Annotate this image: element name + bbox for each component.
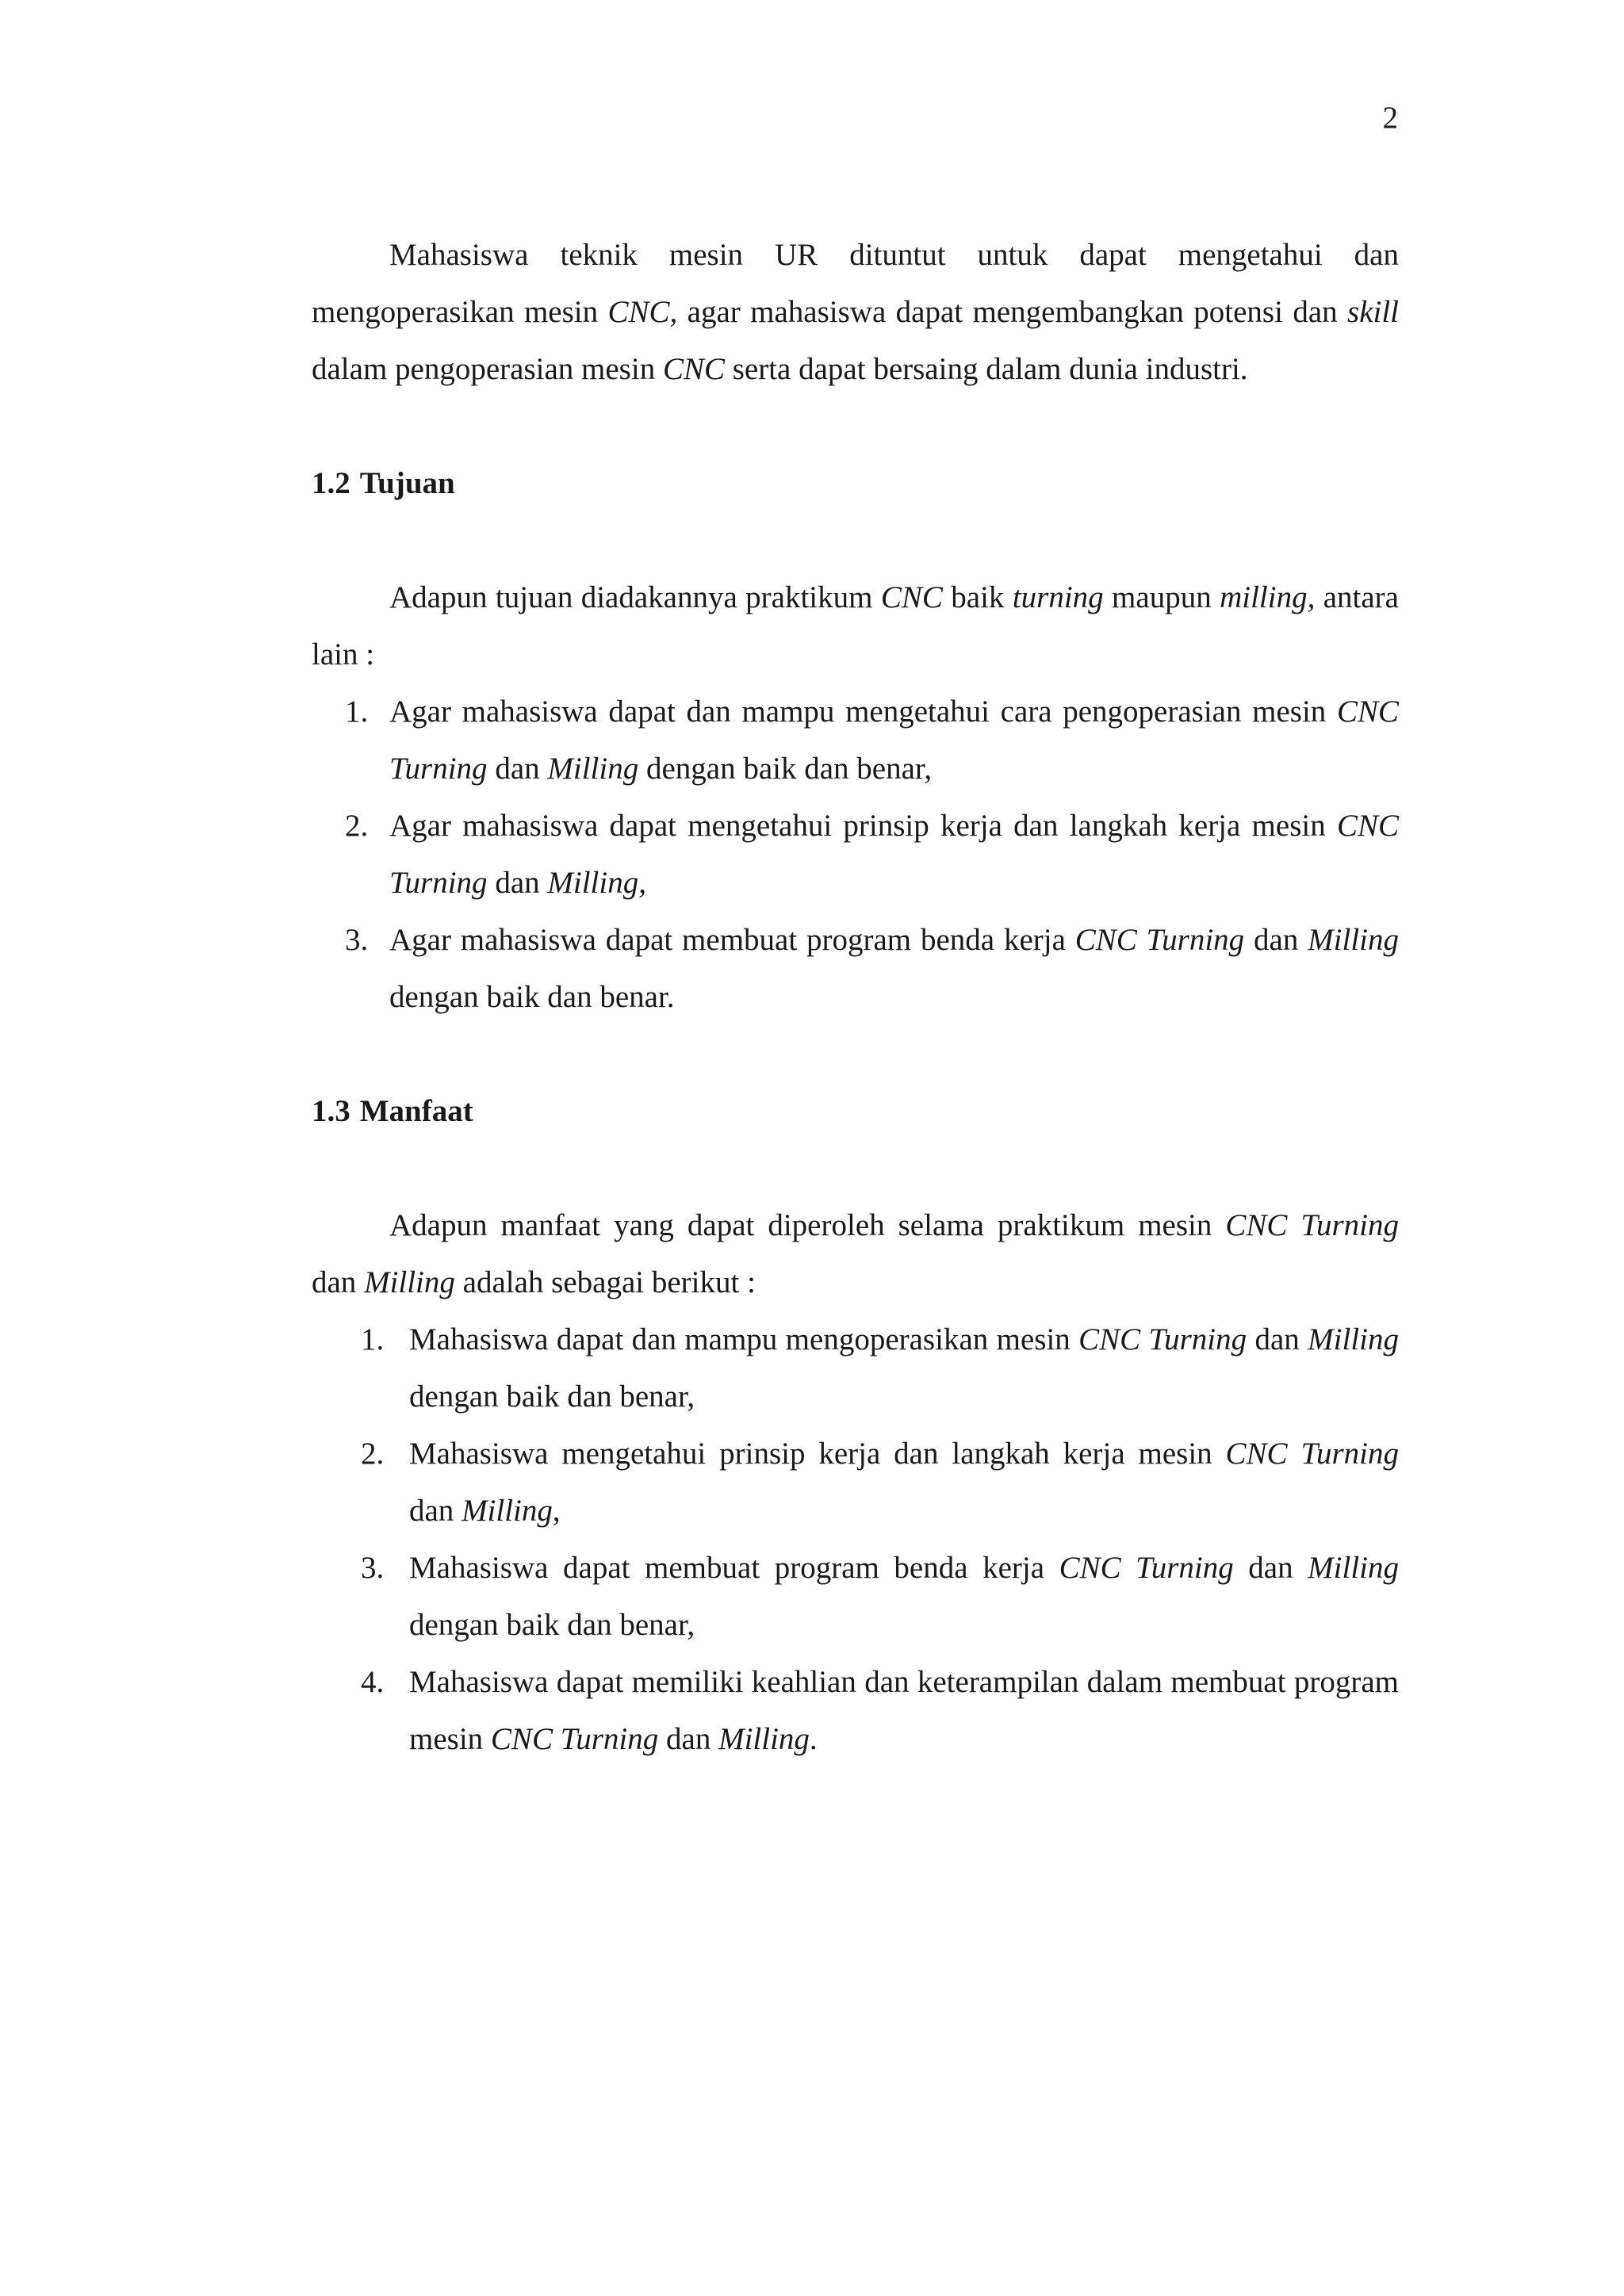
intro-italic-cnc-2: CNC — [662, 352, 725, 386]
list-text: Agar mahasiswa dapat membuat program benda kerja — [389, 923, 1075, 957]
list-text: dan — [658, 1722, 719, 1756]
list-text: dengan baik dan benar, — [409, 1380, 695, 1414]
list-italic: Milling — [547, 752, 639, 786]
page-number: 2 — [1382, 101, 1398, 135]
list-italic: Milling, — [547, 866, 646, 900]
list-italic: CNC Turning — [490, 1722, 659, 1756]
list-italic: Milling — [1308, 1551, 1400, 1585]
intro-text-4: serta dapat bersaing dalam dunia industri. — [725, 352, 1248, 386]
tujuan-intro-text-d: antara lain : — [312, 580, 1399, 672]
manfaat-intro-italic-milling: Milling — [364, 1265, 455, 1299]
tujuan-intro-italic-milling: milling, — [1220, 580, 1316, 614]
list-text: Mahasiswa dapat dan mampu mengoperasikan mesin — [409, 1322, 1079, 1357]
list-text: dan — [1233, 1551, 1308, 1585]
list-text: dan — [487, 866, 548, 900]
list-marker: 2. — [361, 1437, 385, 1471]
tujuan-intro-text-a: Adapun tujuan diadakannya praktikum — [389, 580, 881, 614]
intro-italic-cnc-1: CNC, — [607, 295, 678, 329]
list-text: Mahasiswa mengetahui prinsip kerja dan langkah kerja mesin — [409, 1437, 1226, 1471]
list-item — [312, 798, 1399, 912]
intro-paragraph — [312, 227, 1399, 398]
list-italic: CNC Turning — [389, 695, 1399, 786]
manfaat-intro-text-a: Adapun manfaat yang dapat diperoleh selama praktikum mesin — [389, 1208, 1226, 1242]
tujuan-intro-italic-turning: turning — [1012, 580, 1104, 614]
list-marker: 3. — [345, 923, 369, 957]
list-item — [312, 683, 1399, 798]
list-italic: CNC Turning — [1225, 1437, 1399, 1471]
list-item — [312, 912, 1399, 1026]
list-italic: CNC Turning — [1074, 923, 1245, 957]
manfaat-intro-text-b: dan — [312, 1265, 365, 1299]
tujuan-intro-italic-cnc: CNC — [880, 580, 943, 614]
section-heading-manfaat — [312, 1083, 1399, 1140]
list-text: dengan baik dan benar, — [638, 752, 933, 786]
section-number: 1.3 — [312, 1094, 350, 1128]
intro-text-2: agar mahasiswa dapat mengembangkan potensi dan — [677, 295, 1348, 329]
tujuan-list — [312, 683, 1399, 1026]
list-italic: Milling — [718, 1722, 810, 1756]
list-italic: Milling — [1308, 1322, 1399, 1357]
list-italic: CNC Turning — [1059, 1551, 1234, 1585]
section-title: Tujuan — [359, 466, 455, 500]
list-text: Mahasiswa dapat membuat program benda kerja — [409, 1551, 1059, 1585]
list-text: . — [809, 1722, 818, 1756]
manfaat-intro-paragraph — [312, 1197, 1399, 1311]
list-item — [312, 1540, 1399, 1654]
list-item — [312, 1654, 1399, 1768]
list-text: dan — [1244, 923, 1308, 957]
section-heading-tujuan — [312, 455, 1399, 512]
tujuan-intro-text-b: baik — [942, 580, 1013, 614]
list-item — [312, 1311, 1399, 1425]
page-content — [312, 227, 1399, 1768]
list-marker: 4. — [361, 1665, 385, 1699]
section-title: Manfaat — [359, 1094, 473, 1128]
intro-italic-skill: skill — [1347, 295, 1400, 329]
manfaat-intro-text-c: adalah sebagai berikut : — [454, 1265, 756, 1299]
list-marker: 1. — [345, 695, 369, 729]
list-text: Agar mahasiswa dapat mengetahui prinsip kerja dan langkah kerja mesin — [389, 809, 1337, 843]
list-text: Agar mahasiswa dapat dan mampu mengetahui cara pengoperasian mesin — [389, 695, 1337, 729]
list-marker: 2. — [345, 809, 369, 843]
list-text: dengan baik dan benar. — [389, 980, 675, 1014]
list-text: dan — [409, 1494, 462, 1528]
tujuan-intro-paragraph — [312, 569, 1399, 683]
section-number: 1.2 — [312, 466, 350, 500]
list-text: dengan baik dan benar, — [409, 1608, 695, 1642]
list-text: , — [552, 1494, 561, 1528]
manfaat-list — [312, 1311, 1399, 1768]
list-italic: Milling — [1308, 923, 1400, 957]
manfaat-intro-italic-cnc-turning: CNC Turning — [1225, 1208, 1399, 1242]
list-item — [312, 1425, 1399, 1540]
intro-text-3: dalam pengoperasian mesin — [312, 352, 663, 386]
list-text: Mahasiswa dapat memiliki keahlian dan keterampilan dalam membuat program mesin — [409, 1665, 1399, 1756]
tujuan-intro-text-c: maupun — [1103, 580, 1220, 614]
list-marker: 3. — [361, 1551, 385, 1585]
intro-text-1: Mahasiswa teknik mesin UR dituntut untuk dapat mengetahui dan mengoperasikan mesin — [312, 238, 1399, 329]
list-marker: 1. — [361, 1322, 385, 1357]
list-text: dan — [487, 752, 548, 786]
list-text: dan — [1247, 1322, 1308, 1357]
list-italic: Milling — [462, 1494, 553, 1528]
list-italic: CNC Turning — [389, 809, 1399, 900]
list-italic: CNC Turning — [1078, 1322, 1247, 1357]
